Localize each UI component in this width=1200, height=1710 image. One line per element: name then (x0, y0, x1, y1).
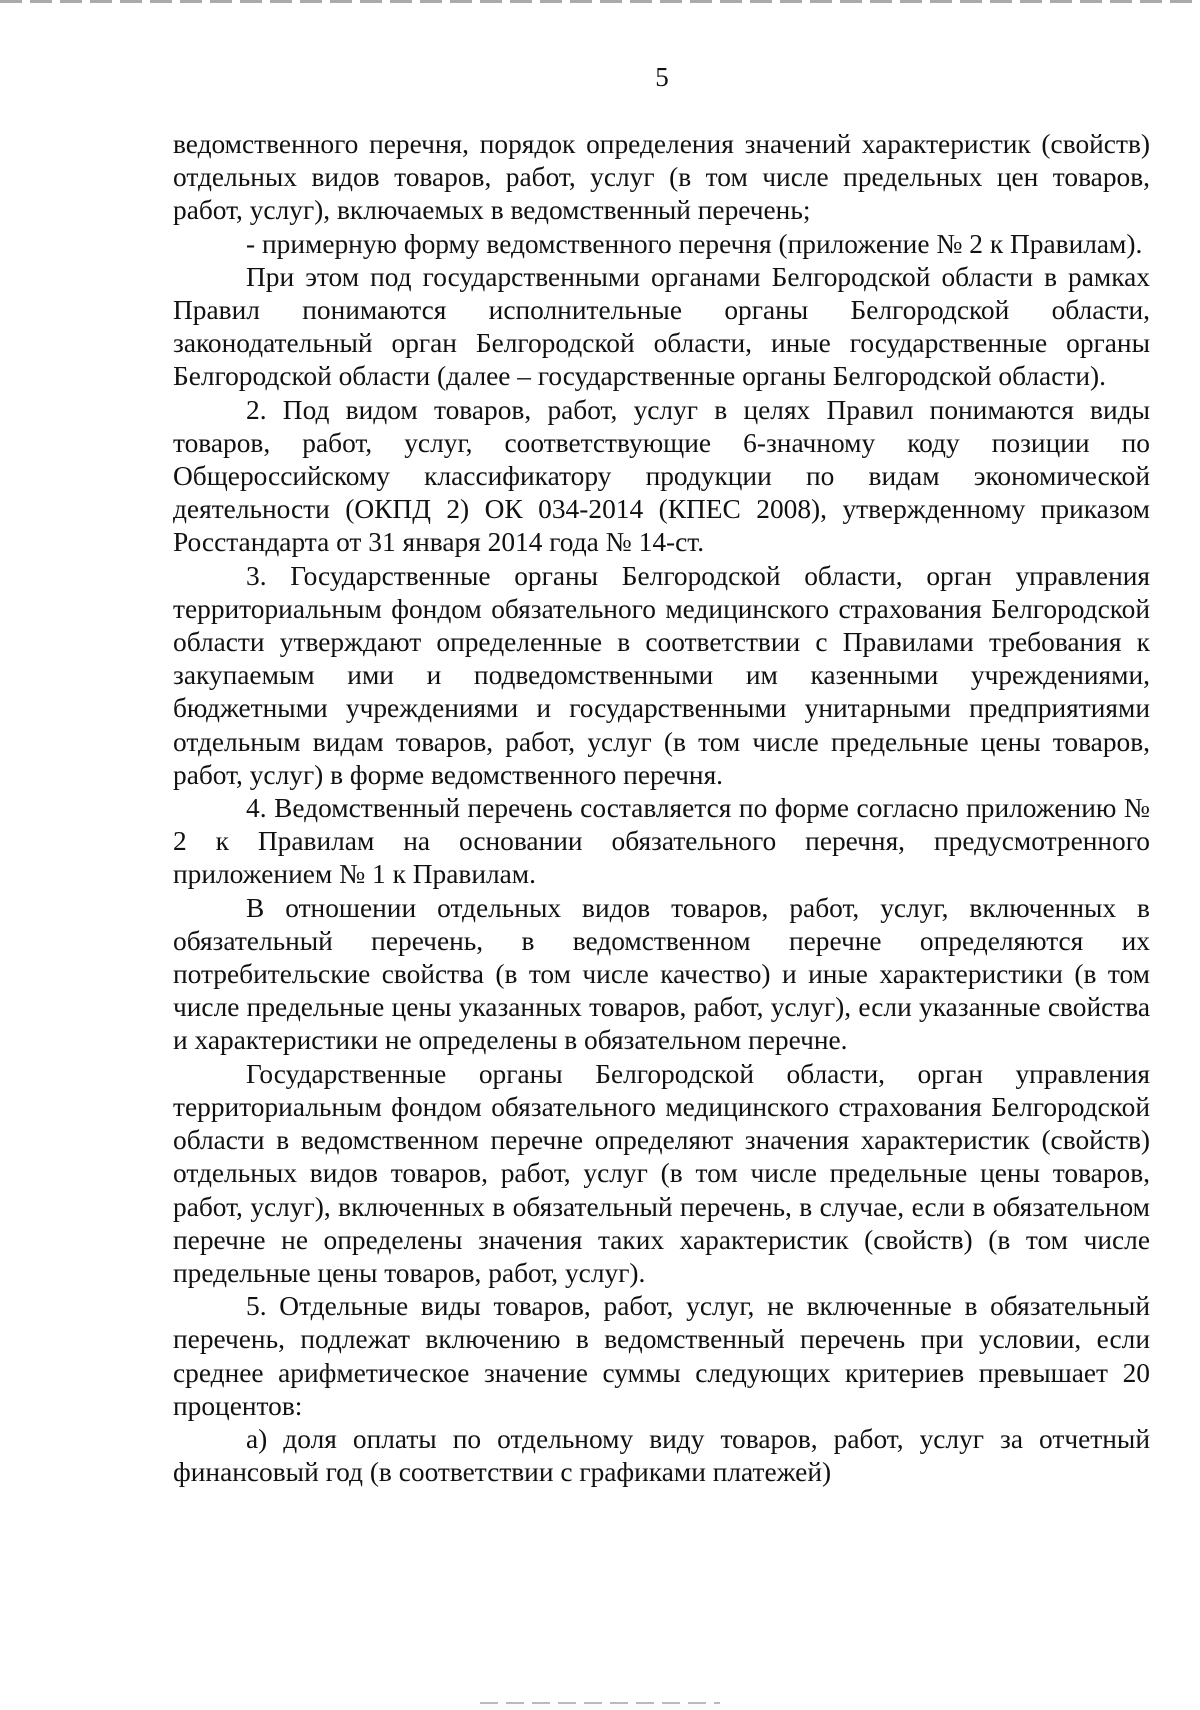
paragraph-item-4-props: В отношении отдельных видов товаров, работ, услуг, включенных в обязательный перечень, в ведомственном перечне определяются их потребительские свойства (в том числе качество) и иные характеристики (в том числе предельные цены указанных товаров, работ, услуг), если указанные свойства и характеристики не определены в обязательном перечне. (173, 892, 1150, 1056)
paragraph-item-5: 5. Отдельные виды товаров, работ, услуг, не включенные в обязательный перечень, подлежат включению в ведомственный перечень при условии, если среднее арифметическое значение суммы следующих критериев превышает 20 процентов: (173, 1291, 1150, 1421)
paragraph-item-4-values: Государственные органы Белгородской области, орган управления территориальным фондом обязательного медицинского страхования Белгородской области в ведомственном перечне определяют значения характеристик (свойств) отдельных видов товаров, работ, услуг (в том числе предельные цены товаров, работ, услуг), включенных в обязательный перечень, в случае, если в обязательном перечне не определены значения таких характеристик (свойств) (в том числе предельные цены товаров, работ, услуг). (173, 1058, 1150, 1288)
paragraph-item-5a: а) доля оплаты по отдельному виду товаров, работ, услуг за отчетный финансовый год (в соответствии с графиками платежей) (173, 1423, 1150, 1488)
paragraph-item-4: 4. Ведомственный перечень составляется по форме согласно приложению № 2 к Правилам на основании обязательного перечня, предусмотренного приложением № 1 к Правилам. (173, 793, 1150, 890)
document-body (173, 128, 1150, 1489)
paragraph-continuation: ведомственного перечня, порядок определения значений характеристик (свойств) отдельных видов товаров, работ, услуг (в том числе предельных цен товаров, работ, услуг), включаемых в ведомственный перечень; (173, 129, 1150, 226)
paragraph-gov-organs: При этом под государственными органами Белгородской области в рамках Правил понимаются исполнительные органы Белгородской области, законодательный орган Белгородской области, иные государственные органы Белгородской области (далее – государственные органы Белгородской области). (173, 261, 1150, 392)
scan-edge-bottom (480, 1702, 720, 1704)
paragraph-item-3: 3. Государственные органы Белгородской области, орган управления территориальным фондом обязательного медицинского страхования Белгородской области утверждают определенные в соответствии с Правилами требования к закупаемым ими и подведомственными им казенными учреждениями, бюджетными учреждениями и государственными унитарными предприятиями отдельным видам товаров, работ, услуг (в том числе предельные цены товаров, работ, услуг) в форме ведомственного перечня. (173, 560, 1150, 790)
paragraph-form-item: - примерную форму ведомственного перечня (приложение № 2 к Правилам). (246, 228, 1143, 259)
paragraph-item-2: 2. Под видом товаров, работ, услуг в целях Правил понимаются виды товаров, работ, услуг, соответствующие 6-значному коду позиции по Общероссийскому классификатору продукции по видам экономической деятельности (ОКПД 2) ОК 034-2014 (КПЕС 2008), утвержденному приказом Росстандарта от 31 января 2014 года № 14-ст. (173, 394, 1150, 558)
page-number: 5 (655, 62, 669, 92)
scan-edge-top (0, 0, 1200, 3)
